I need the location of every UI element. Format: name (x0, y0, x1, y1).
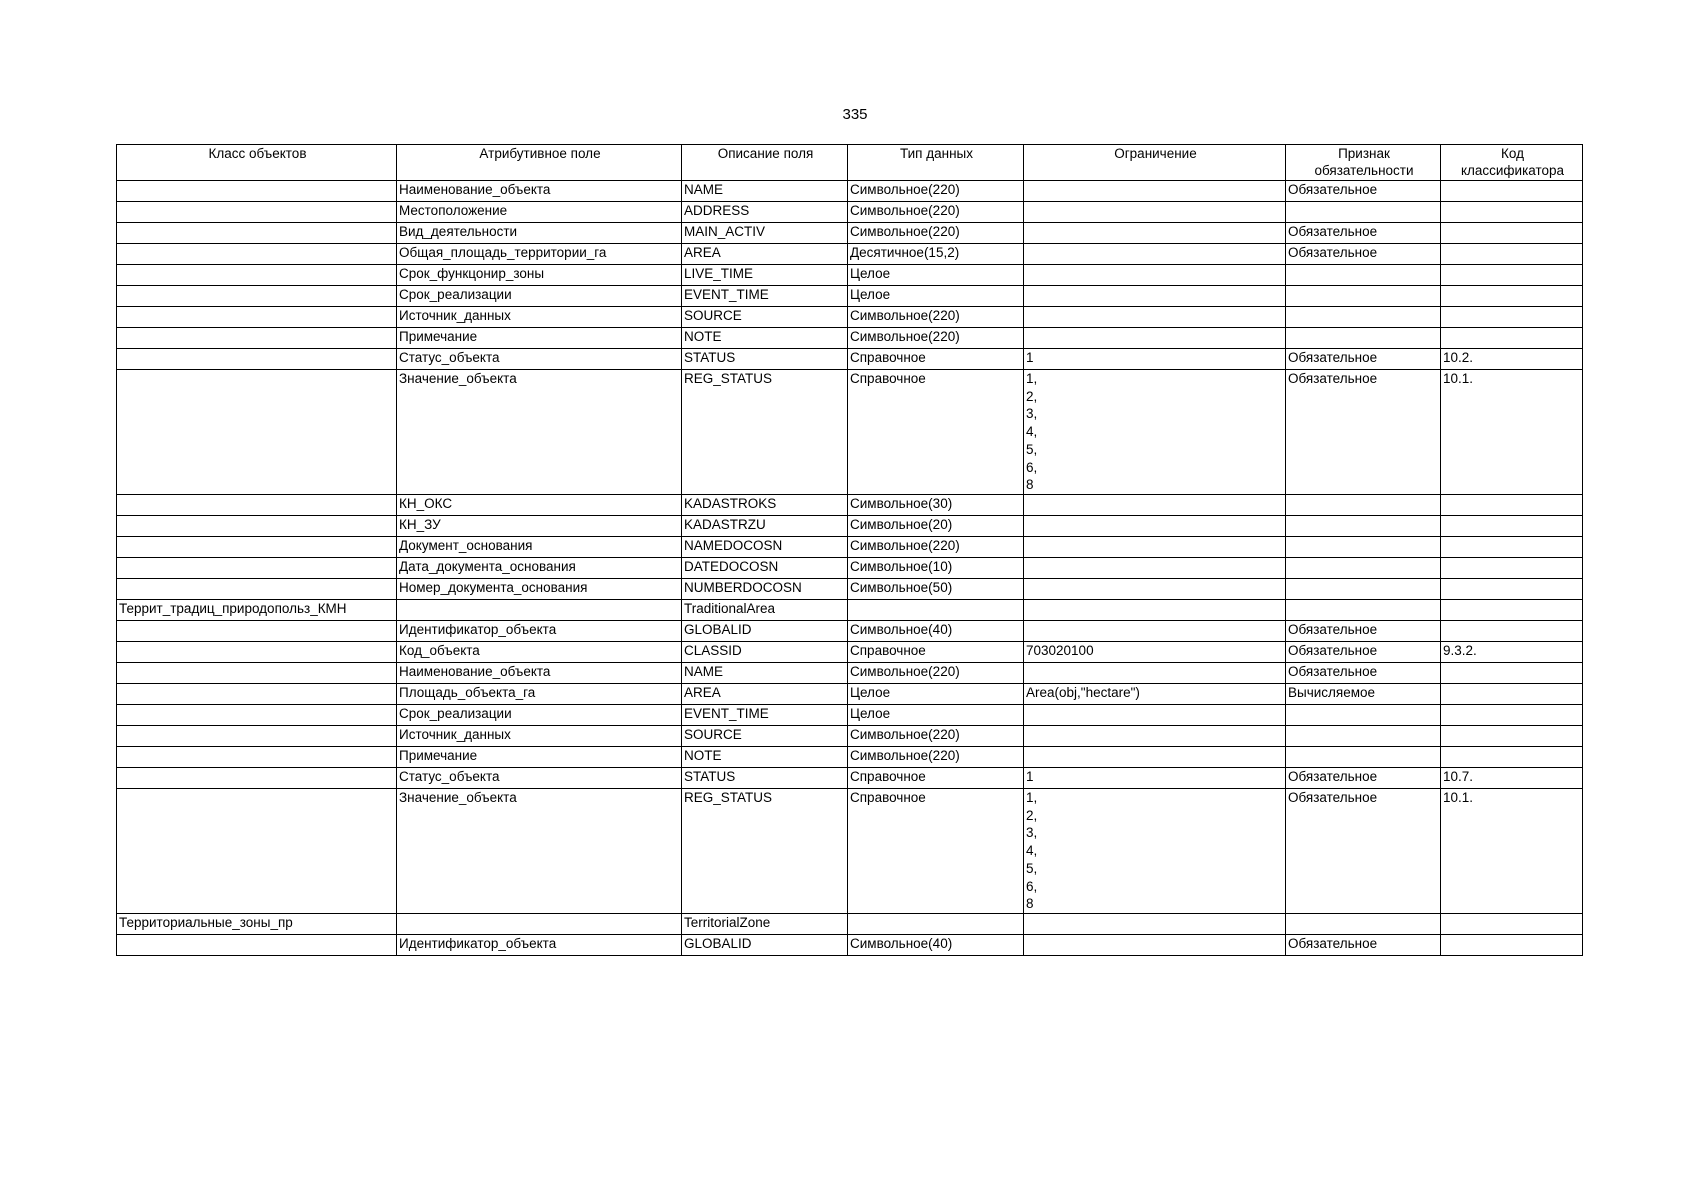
data-type-cell (848, 914, 1024, 935)
data-type-cell: Символьное(220) (848, 726, 1024, 747)
classifier-code-cell (1441, 495, 1583, 516)
attribute-field-cell: Наименование_объекта (397, 181, 682, 202)
data-type-cell: Справочное (848, 768, 1024, 789)
mandatory-flag-cell (1286, 726, 1441, 747)
table-row (117, 370, 1583, 495)
restriction-cell: 1, 2, 3, 4, 5, 6, 8 (1024, 789, 1286, 914)
data-type-cell: Символьное(20) (848, 516, 1024, 537)
classifier-code-cell (1441, 286, 1583, 307)
mandatory-flag-cell (1286, 600, 1441, 621)
data-type-cell: Символьное(40) (848, 621, 1024, 642)
field-description-cell: NOTE (682, 328, 848, 349)
restriction-cell: Area(obj,"hectare") (1024, 684, 1286, 705)
object-class-cell (117, 663, 397, 684)
header-restriction: Ограничение (1024, 145, 1286, 181)
object-class-cell (117, 244, 397, 265)
classifier-code-cell (1441, 579, 1583, 600)
attribute-table (116, 144, 1583, 956)
field-description-cell: REG_STATUS (682, 370, 848, 495)
attribute-field-cell: Документ_основания (397, 537, 682, 558)
restriction-cell (1024, 223, 1286, 244)
attribute-field-cell: Значение_объекта (397, 370, 682, 495)
field-description-cell: AREA (682, 244, 848, 265)
mandatory-flag-cell: Обязательное (1286, 663, 1441, 684)
data-type-cell: Справочное (848, 370, 1024, 495)
header-mandatory-flag: Признак обязательности (1286, 145, 1441, 181)
table-row (117, 621, 1583, 642)
header-field-description: Описание поля (682, 145, 848, 181)
data-type-cell: Символьное(220) (848, 181, 1024, 202)
data-type-cell: Целое (848, 265, 1024, 286)
attribute-field-cell: Источник_данных (397, 726, 682, 747)
classifier-code-cell (1441, 328, 1583, 349)
mandatory-flag-cell (1286, 307, 1441, 328)
table-row (117, 223, 1583, 244)
field-description-cell: CLASSID (682, 642, 848, 663)
table-header-row (117, 145, 1583, 181)
table-row (117, 789, 1583, 914)
classifier-code-cell (1441, 663, 1583, 684)
classifier-code-cell (1441, 684, 1583, 705)
mandatory-flag-cell: Обязательное (1286, 621, 1441, 642)
mandatory-flag-cell: Обязательное (1286, 223, 1441, 244)
table-row (117, 495, 1583, 516)
attribute-field-cell: Идентификатор_объекта (397, 621, 682, 642)
data-type-cell: Символьное(220) (848, 747, 1024, 768)
attribute-field-cell: Наименование_объекта (397, 663, 682, 684)
restriction-cell (1024, 265, 1286, 286)
mandatory-flag-cell (1286, 202, 1441, 223)
object-class-cell (117, 328, 397, 349)
data-type-cell: Символьное(220) (848, 537, 1024, 558)
object-class-cell (117, 495, 397, 516)
restriction-cell (1024, 558, 1286, 579)
attribute-field-cell: Код_объекта (397, 642, 682, 663)
field-description-cell: NAME (682, 181, 848, 202)
mandatory-flag-cell: Обязательное (1286, 642, 1441, 663)
field-description-cell: SOURCE (682, 307, 848, 328)
data-type-cell: Целое (848, 705, 1024, 726)
object-class-cell (117, 181, 397, 202)
mandatory-flag-cell (1286, 495, 1441, 516)
data-type-cell: Символьное(40) (848, 935, 1024, 956)
table-row (117, 768, 1583, 789)
attribute-field-cell: Местоположение (397, 202, 682, 223)
field-description-cell: TerritorialZone (682, 914, 848, 935)
attribute-field-cell: Срок_функцонир_зоны (397, 265, 682, 286)
table-row (117, 914, 1583, 935)
classifier-code-cell (1441, 747, 1583, 768)
mandatory-flag-cell (1286, 914, 1441, 935)
classifier-code-cell (1441, 516, 1583, 537)
data-type-cell: Символьное(10) (848, 558, 1024, 579)
classifier-code-cell (1441, 244, 1583, 265)
field-description-cell: MAIN_ACTIV (682, 223, 848, 244)
table-row (117, 600, 1583, 621)
restriction-cell (1024, 663, 1286, 684)
data-type-cell: Символьное(220) (848, 202, 1024, 223)
object-class-cell (117, 935, 397, 956)
mandatory-flag-cell: Обязательное (1286, 181, 1441, 202)
mandatory-flag-cell (1286, 705, 1441, 726)
attribute-field-cell: Значение_объекта (397, 789, 682, 914)
field-description-cell: EVENT_TIME (682, 286, 848, 307)
table-row (117, 705, 1583, 726)
mandatory-flag-cell: Вычисляемое (1286, 684, 1441, 705)
restriction-cell (1024, 495, 1286, 516)
table-row (117, 726, 1583, 747)
object-class-cell (117, 684, 397, 705)
header-data-type: Тип данных (848, 145, 1024, 181)
mandatory-flag-cell (1286, 579, 1441, 600)
field-description-cell: LIVE_TIME (682, 265, 848, 286)
header-object-class: Класс объектов (117, 145, 397, 181)
object-class-cell: Территориальные_зоны_пр (117, 914, 397, 935)
table-row (117, 684, 1583, 705)
classifier-code-cell (1441, 726, 1583, 747)
object-class-cell (117, 516, 397, 537)
field-description-cell: NAMEDOCOSN (682, 537, 848, 558)
mandatory-flag-cell (1286, 265, 1441, 286)
field-description-cell: AREA (682, 684, 848, 705)
data-type-cell: Справочное (848, 349, 1024, 370)
field-description-cell: EVENT_TIME (682, 705, 848, 726)
data-type-cell (848, 600, 1024, 621)
classifier-code-cell (1441, 537, 1583, 558)
object-class-cell (117, 286, 397, 307)
header-classifier-code: Код классификатора (1441, 145, 1583, 181)
mandatory-flag-cell: Обязательное (1286, 244, 1441, 265)
data-type-cell: Целое (848, 684, 1024, 705)
classifier-code-cell (1441, 558, 1583, 579)
attribute-field-cell: Номер_документа_основания (397, 579, 682, 600)
table-row (117, 642, 1583, 663)
table-row (117, 516, 1583, 537)
object-class-cell (117, 202, 397, 223)
object-class-cell (117, 265, 397, 286)
classifier-code-cell (1441, 935, 1583, 956)
restriction-cell (1024, 537, 1286, 558)
attribute-field-cell: Примечание (397, 328, 682, 349)
data-type-cell: Символьное(220) (848, 663, 1024, 684)
object-class-cell (117, 726, 397, 747)
field-description-cell: ADDRESS (682, 202, 848, 223)
restriction-cell (1024, 286, 1286, 307)
field-description-cell: GLOBALID (682, 621, 848, 642)
table-row (117, 935, 1583, 956)
field-description-cell: NAME (682, 663, 848, 684)
attribute-field-cell: Общая_площадь_территории_га (397, 244, 682, 265)
page-number: 335 (842, 106, 868, 123)
mandatory-flag-cell: Обязательное (1286, 935, 1441, 956)
object-class-cell (117, 537, 397, 558)
attribute-field-cell: Идентификатор_объекта (397, 935, 682, 956)
mandatory-flag-cell (1286, 286, 1441, 307)
attribute-field-cell: Примечание (397, 747, 682, 768)
table-row (117, 663, 1583, 684)
attribute-field-cell: Статус_объекта (397, 349, 682, 370)
object-class-cell (117, 223, 397, 244)
attribute-field-cell (397, 914, 682, 935)
data-type-cell: Справочное (848, 642, 1024, 663)
table-row (117, 328, 1583, 349)
field-description-cell: NOTE (682, 747, 848, 768)
restriction-cell (1024, 244, 1286, 265)
data-type-cell: Символьное(30) (848, 495, 1024, 516)
attribute-field-cell: КН_ЗУ (397, 516, 682, 537)
data-type-cell: Символьное(220) (848, 328, 1024, 349)
attribute-field-cell: Источник_данных (397, 307, 682, 328)
table-row (117, 558, 1583, 579)
restriction-cell (1024, 328, 1286, 349)
object-class-cell (117, 621, 397, 642)
table-row (117, 265, 1583, 286)
mandatory-flag-cell (1286, 328, 1441, 349)
field-description-cell: DATEDOCOSN (682, 558, 848, 579)
mandatory-flag-cell (1286, 747, 1441, 768)
attribute-field-cell: КН_ОКС (397, 495, 682, 516)
restriction-cell (1024, 747, 1286, 768)
attribute-field-cell: Дата_документа_основания (397, 558, 682, 579)
field-description-cell: STATUS (682, 349, 848, 370)
restriction-cell: 1 (1024, 768, 1286, 789)
restriction-cell (1024, 914, 1286, 935)
restriction-cell (1024, 579, 1286, 600)
field-description-cell: TraditionalArea (682, 600, 848, 621)
classifier-code-cell (1441, 181, 1583, 202)
object-class-cell (117, 349, 397, 370)
field-description-cell: NUMBERDOCOSN (682, 579, 848, 600)
classifier-code-cell (1441, 705, 1583, 726)
restriction-cell (1024, 181, 1286, 202)
mandatory-flag-cell (1286, 558, 1441, 579)
data-type-cell: Десятичное(15,2) (848, 244, 1024, 265)
mandatory-flag-cell (1286, 516, 1441, 537)
restriction-cell (1024, 621, 1286, 642)
field-description-cell: SOURCE (682, 726, 848, 747)
classifier-code-cell: 10.7. (1441, 768, 1583, 789)
field-description-cell: KADASTRZU (682, 516, 848, 537)
mandatory-flag-cell: Обязательное (1286, 370, 1441, 495)
field-description-cell: REG_STATUS (682, 789, 848, 914)
table-row (117, 537, 1583, 558)
data-type-cell: Символьное(220) (848, 223, 1024, 244)
attribute-field-cell (397, 600, 682, 621)
header-attribute-field: Атрибутивное поле (397, 145, 682, 181)
restriction-cell (1024, 726, 1286, 747)
table-row (117, 181, 1583, 202)
classifier-code-cell (1441, 914, 1583, 935)
attribute-field-cell: Статус_объекта (397, 768, 682, 789)
table-row (117, 349, 1583, 370)
classifier-code-cell: 10.1. (1441, 370, 1583, 495)
mandatory-flag-cell (1286, 537, 1441, 558)
table-row (117, 244, 1583, 265)
object-class-cell (117, 747, 397, 768)
object-class-cell (117, 307, 397, 328)
restriction-cell (1024, 935, 1286, 956)
data-type-cell: Справочное (848, 789, 1024, 914)
classifier-code-cell (1441, 265, 1583, 286)
restriction-cell: 703020100 (1024, 642, 1286, 663)
mandatory-flag-cell: Обязательное (1286, 349, 1441, 370)
table-row (117, 579, 1583, 600)
mandatory-flag-cell: Обязательное (1286, 789, 1441, 914)
restriction-cell (1024, 202, 1286, 223)
table-row (117, 286, 1583, 307)
classifier-code-cell: 9.3.2. (1441, 642, 1583, 663)
data-type-cell: Символьное(220) (848, 307, 1024, 328)
attribute-field-cell: Срок_реализации (397, 705, 682, 726)
restriction-cell (1024, 705, 1286, 726)
attribute-field-cell: Вид_деятельности (397, 223, 682, 244)
object-class-cell (117, 558, 397, 579)
classifier-code-cell: 10.1. (1441, 789, 1583, 914)
restriction-cell (1024, 307, 1286, 328)
classifier-code-cell (1441, 202, 1583, 223)
attribute-field-cell: Срок_реализации (397, 286, 682, 307)
classifier-code-cell (1441, 307, 1583, 328)
classifier-code-cell (1441, 621, 1583, 642)
mandatory-flag-cell: Обязательное (1286, 768, 1441, 789)
table-row (117, 747, 1583, 768)
object-class-cell (117, 642, 397, 663)
field-description-cell: GLOBALID (682, 935, 848, 956)
restriction-cell: 1 (1024, 349, 1286, 370)
classifier-code-cell (1441, 600, 1583, 621)
table-row (117, 307, 1583, 328)
classifier-code-cell: 10.2. (1441, 349, 1583, 370)
table-row (117, 202, 1583, 223)
object-class-cell (117, 768, 397, 789)
object-class-cell (117, 579, 397, 600)
object-class-cell (117, 705, 397, 726)
object-class-cell (117, 789, 397, 914)
restriction-cell (1024, 600, 1286, 621)
data-type-cell: Целое (848, 286, 1024, 307)
attribute-field-cell: Площадь_объекта_га (397, 684, 682, 705)
restriction-cell (1024, 516, 1286, 537)
field-description-cell: STATUS (682, 768, 848, 789)
classifier-code-cell (1441, 223, 1583, 244)
object-class-cell: Террит_традиц_природопольз_КМН (117, 600, 397, 621)
data-type-cell: Символьное(50) (848, 579, 1024, 600)
object-class-cell (117, 370, 397, 495)
field-description-cell: KADASTROKS (682, 495, 848, 516)
table-body (117, 181, 1583, 956)
restriction-cell: 1, 2, 3, 4, 5, 6, 8 (1024, 370, 1286, 495)
